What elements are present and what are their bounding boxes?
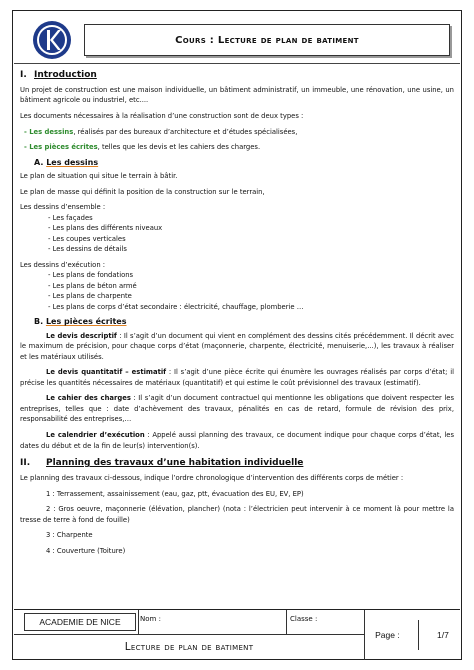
- section-number: A.: [34, 157, 44, 167]
- academy-logo-icon: [32, 20, 72, 60]
- header-divider: [14, 63, 460, 64]
- class-field-label: Classe :: [290, 615, 318, 623]
- list-item-text: , telles que les devis et les cahiers des charges.: [97, 143, 261, 152]
- definition: : Il s’agit d’une pièce écrite qui énumère les ouvrages réalisés par corps d’état; il précise les quantités nécessaires de matériaux (quantitatif) et qui estime le coût prévisionnel des travaux (estimatif).: [20, 368, 455, 387]
- divider: [14, 634, 364, 635]
- paragraph: Les documents nécessaires à la réalisation d’une construction sont de deux types :: [20, 112, 304, 120]
- list-item: - Les façades: [48, 213, 93, 222]
- divider: [138, 610, 139, 634]
- list-item: 3 : Charpente: [46, 531, 93, 540]
- paragraph: Un projet de construction est une maison individuelle, un bâtiment administratif, un immeuble, une rénovation, une usine, un bâtiment agricole ou industriel, etc....: [20, 85, 454, 105]
- paragraph: [20, 367, 454, 388]
- paragraph: [20, 393, 454, 425]
- document-body: [20, 66, 454, 556]
- definition: : Il s’agit d’un document qui vient en complément des dessins cités précédemment. Il décrit avec le maximum de précision, pour chaque corps d’état (maçonnerie, charpente, électricité, menuiserie,...), les travaux à réaliser et les matériaux utilisés.: [20, 331, 455, 361]
- section-title: Les dessins: [46, 157, 99, 167]
- paragraph: Le plan de masse qui définit la position de la construction sur le terrain,: [20, 187, 265, 196]
- header: [22, 18, 450, 62]
- list-item: 4 : Couverture (Toiture): [46, 546, 126, 555]
- keyword: Les dessins: [29, 127, 74, 136]
- term: Le calendrier d’exécution: [46, 431, 145, 439]
- paragraph: Le plan de situation qui situe le terrain à bâtir.: [20, 171, 178, 180]
- list-item-text: , réalisés par des bureaux d’architecture et d’études spécialisées,: [73, 127, 298, 136]
- paragraph: Les dessins d’ensemble :: [20, 203, 106, 212]
- paragraph: Les dessins d’exécution :: [20, 260, 106, 269]
- term: Le devis descriptif: [46, 331, 117, 340]
- list-item: [24, 127, 454, 138]
- keyword: Les pièces écrites: [29, 143, 98, 152]
- header-title-box: [84, 24, 450, 56]
- page-number: 1/7: [437, 630, 449, 640]
- academy-name: ACADEMIE DE NICE: [39, 617, 121, 627]
- list-item: 1 : Terrassement, assainissement (eau, gaz, ptt, évacuation des EU, EV, EP): [46, 489, 304, 498]
- term: Le cahier des charges: [46, 394, 131, 403]
- section-title: Les pièces écrites: [45, 317, 127, 327]
- section-title: Introduction: [34, 70, 97, 80]
- name-field-label: Nom :: [140, 615, 161, 623]
- section-a-heading: [34, 157, 454, 169]
- dash-prefix: -: [24, 127, 30, 136]
- list-item: - Les plans de béton armé: [48, 281, 137, 290]
- list-item: 2 : Gros oeuvre, maçonnerie (élévation, plancher) (nota : l’électricien peut intervenir à ce moment là pour mettre la tresse de terre à fond de fouille): [20, 505, 454, 524]
- list-item: [24, 142, 454, 153]
- definition: : Appelé aussi planning des travaux, ce document indique pour chaque corps d’état, les dates du début et de la fin de leur(s) intervention(s).: [20, 431, 454, 450]
- section-1-heading: [20, 69, 454, 83]
- divider: [286, 610, 287, 634]
- paragraph: Le planning des travaux ci-dessous, indique l’ordre chronologique d’intervention des différents corps de métier :: [20, 474, 404, 482]
- page-label: Page :: [375, 630, 400, 640]
- list-item: - Les dessins de détails: [48, 245, 127, 254]
- list-item: - Les plans des différents niveaux: [48, 224, 163, 233]
- paragraph: [20, 331, 454, 363]
- footer: [14, 609, 460, 660]
- section-number: I.: [20, 70, 27, 80]
- list-item: - Les plans de corps d’état secondaire : électricité, chauffage, plomberie …: [48, 302, 304, 311]
- term: Le devis quantitatif – estimatif: [46, 368, 167, 377]
- section-number: II.: [20, 458, 31, 469]
- section-b-heading: [34, 316, 454, 328]
- footer-title: Lecture de plan de batiment: [124, 641, 254, 653]
- list-item: - Les coupes verticales: [48, 234, 126, 243]
- list-item: - Les plans de fondations: [48, 271, 134, 280]
- definition: : Il s’agit d’un document contractuel qui mentionne les obligations que doivent respecter les entreprises, telles que : date d’achèvement des travaux, pénalités en cas de retard, formule de révision des prix, responsabilité des entreprises,…: [20, 394, 454, 424]
- academy-name-box: [24, 613, 136, 631]
- section-title: Planning des travaux d’une habitation individuelle: [46, 458, 304, 469]
- dash-prefix: -: [24, 143, 30, 152]
- list-item: - Les plans de charpente: [48, 292, 132, 301]
- divider: [418, 620, 419, 650]
- section-2-heading: [20, 457, 454, 471]
- section-number: B.: [34, 317, 44, 327]
- divider: [364, 610, 365, 660]
- page-title: Cours : Lecture de plan de batiment: [175, 34, 359, 46]
- paragraph: [20, 430, 454, 451]
- page-indicator: [366, 614, 458, 656]
